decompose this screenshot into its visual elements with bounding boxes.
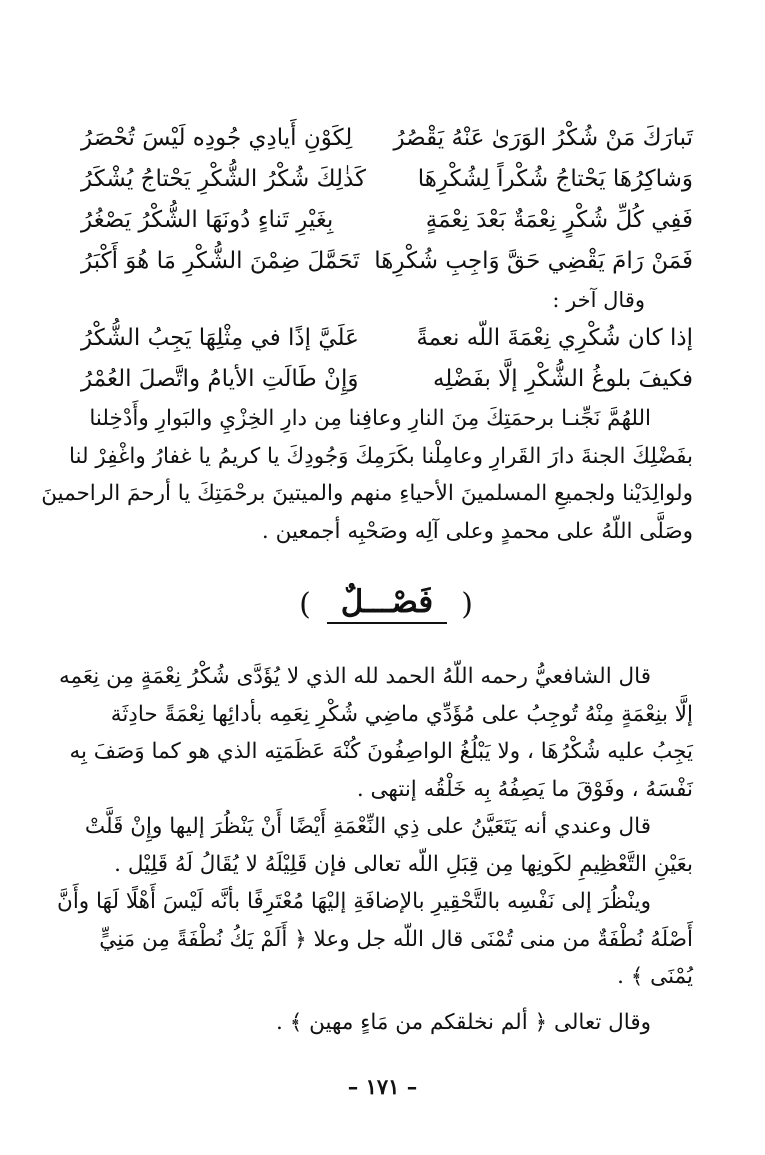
verse-line — [81, 241, 693, 282]
verse-line — [81, 118, 693, 159]
verse-first-hemistich: فكيفَ بلوغُ الشُّكْرِ إلَّا بفَضْلِه — [432, 366, 693, 392]
paragraph-line: بفَضْلِكَ الجنةَ دارَ القَرارِ وعامِلْنا بكَرَمِكَ وَجُودِكَ يا كريمُ يا غفارُ واغْفِرْ لنا — [68, 443, 693, 469]
section-heading-inner — [299, 584, 475, 624]
verse-second-hemistich: وَإِنْ طَالَتِ الأيامُ واتَّصلَ العُمْرُ — [81, 366, 359, 392]
paragraph-shafii — [58, 658, 693, 808]
poem-block-2 — [81, 318, 693, 400]
verse-line — [81, 318, 693, 359]
heading-title: فَصْـــلٌ — [327, 584, 447, 624]
paragraph-line: وصَلَّى اللّهُ على محمدٍ وعلى آلِه وصَحْبِه أجمعين . — [261, 518, 693, 544]
paragraph-humility — [57, 883, 693, 996]
section-heading — [81, 550, 693, 658]
paragraph-line: نَفْسَهُ ، وفَوْقَ ما يَصِفُهُ بِه خَلْقُه إنتهى . — [356, 776, 693, 802]
verse-line — [81, 359, 693, 400]
verse-first-hemistich: فَفِي كُلِّ شُكْرٍ نِعْمَةٌ بَعْدَ نِعْمَةٍ — [425, 207, 693, 233]
paragraph-line: ولوالِدَيْنا ولجميعِ المسلمينَ الأحياءِ منهم والميتينَ برحْمَتِكَ يا أرحمَ الراحمينَ — [41, 481, 693, 506]
paragraph-line: يُمْنَى ﴾ . — [617, 964, 693, 989]
heading-close-paren: ) — [461, 586, 475, 622]
paragraph-line: يَجِبُ عليه شُكْرُهَا ، ولا يَبْلُغُ الواصِفُونَ كُنْهَ عَظَمَتِه الذي هو كما وَصَفَ بِه — [69, 739, 693, 764]
dua-paragraph — [41, 400, 693, 550]
paragraph-line: قال وعندي أنه يَتَعَيَّنُ على ذِي النِّعْمَةِ أَيْضًا أَنْ يَنْظُرَ إليها وإِنْ قَلَّتْ — [84, 814, 651, 839]
heading-open-paren: ( — [299, 586, 313, 622]
page-number: – ١٧١ – — [347, 1074, 418, 1099]
paragraph-line: قال الشافعيُّ رحمه اللّهُ الحمد لله الذي لا يُؤَدَّى شُكْرُ نِعْمَةٍ مِن نِعَمِه — [58, 664, 651, 689]
verse-second-hemistich: كَذٰلِكَ شُكْرُ الشُّكْرِ يَحْتاجُ يُشْكَرُ — [81, 166, 366, 192]
paragraph-line: وينْظُرَ إلى نَفْسِه بالتَّحْقِيرِ بالإضافَةِ إليْهَا مُعْتَرِفًا بأنَّه لَيْسَ أَهْلًا لَهَا وأَنَّ — [57, 889, 651, 914]
poem-block-1 — [81, 118, 693, 282]
verse-first-hemistich: فَمَنْ رَامَ يَقْضِي حَقَّ وَاجِبِ شُكْرِهَا — [374, 248, 693, 274]
verse-first-hemistich: وَشاكِرُهَا يَحْتاجُ شُكْراً لِشُكْرِهَا — [417, 166, 693, 192]
verse-second-hemistich: تَحَمَّلَ ضِمْنَ الشُّكْرِ مَا هُوَ أَكْبَرُ — [81, 248, 360, 274]
paragraph-opinion — [81, 808, 693, 883]
paragraph-line: وقال تعالى ﴿ ألم نخلقكم من مَاءٍ مهين ﴾ . — [276, 1009, 651, 1035]
verse-first-hemistich: إذا كان شُكْرِي نِعْمَةَ اللّه نعمةً — [416, 325, 693, 351]
paragraph-line: اللهُمَّ نَجِّنـا برحمَتِكَ مِنَ النارِ وعافِنا مِن دارِ الخِزْيِ والبَوارِ وأَدْخِلنا — [89, 406, 651, 431]
paragraph-line: بعَيْنِ التَّعْظِيمِ لكَونِها مِن قِبَلِ اللّه تعالى فإن قَلِيْلَهُ لا يُقَالُ لَهُ قَلِيْل . — [114, 851, 693, 877]
verse-second-hemistich: لِكَوْنِ أَيادِي جُودِه لَيْسَ تُحْصَرُ — [81, 125, 353, 151]
verse-line — [81, 159, 693, 200]
verse-second-hemistich: بِغَيْرِ تَناءٍ دُونَهَا الشُّكْرُ يَصْغُرُ — [81, 207, 334, 233]
verse-line — [81, 200, 693, 241]
paragraph-line: أَصْلَهُ نُطْفَةٌ من منى تُمْنَى قال اللّه جل وعلا ﴿ أَلَمْ يَكُ نُطْفَةً مِن مَنِيٍّ — [99, 926, 693, 952]
page-content — [41, 118, 693, 1041]
spacer — [81, 996, 693, 1004]
paragraph-verse-quote — [81, 1004, 693, 1042]
paragraph-line: إلَّا بنِعْمَةٍ مِنْهُ تُوجِبُ على مُؤَدِّي ماضِي شُكْرِ نِعَمِه بأدائِها نِعْمَةً حادِثَة — [110, 701, 693, 727]
poem-intro: وقال آخر : — [552, 288, 645, 312]
verse-second-hemistich: عَلَيَّ إذًا في مِثْلِهَا يَجِبُ الشُّكْرُ — [81, 325, 359, 351]
verse-first-hemistich: تَبارَكَ مَنْ شُكْرُ الوَرَىٰ عَنْهُ يَقْصُرُ — [393, 125, 693, 151]
